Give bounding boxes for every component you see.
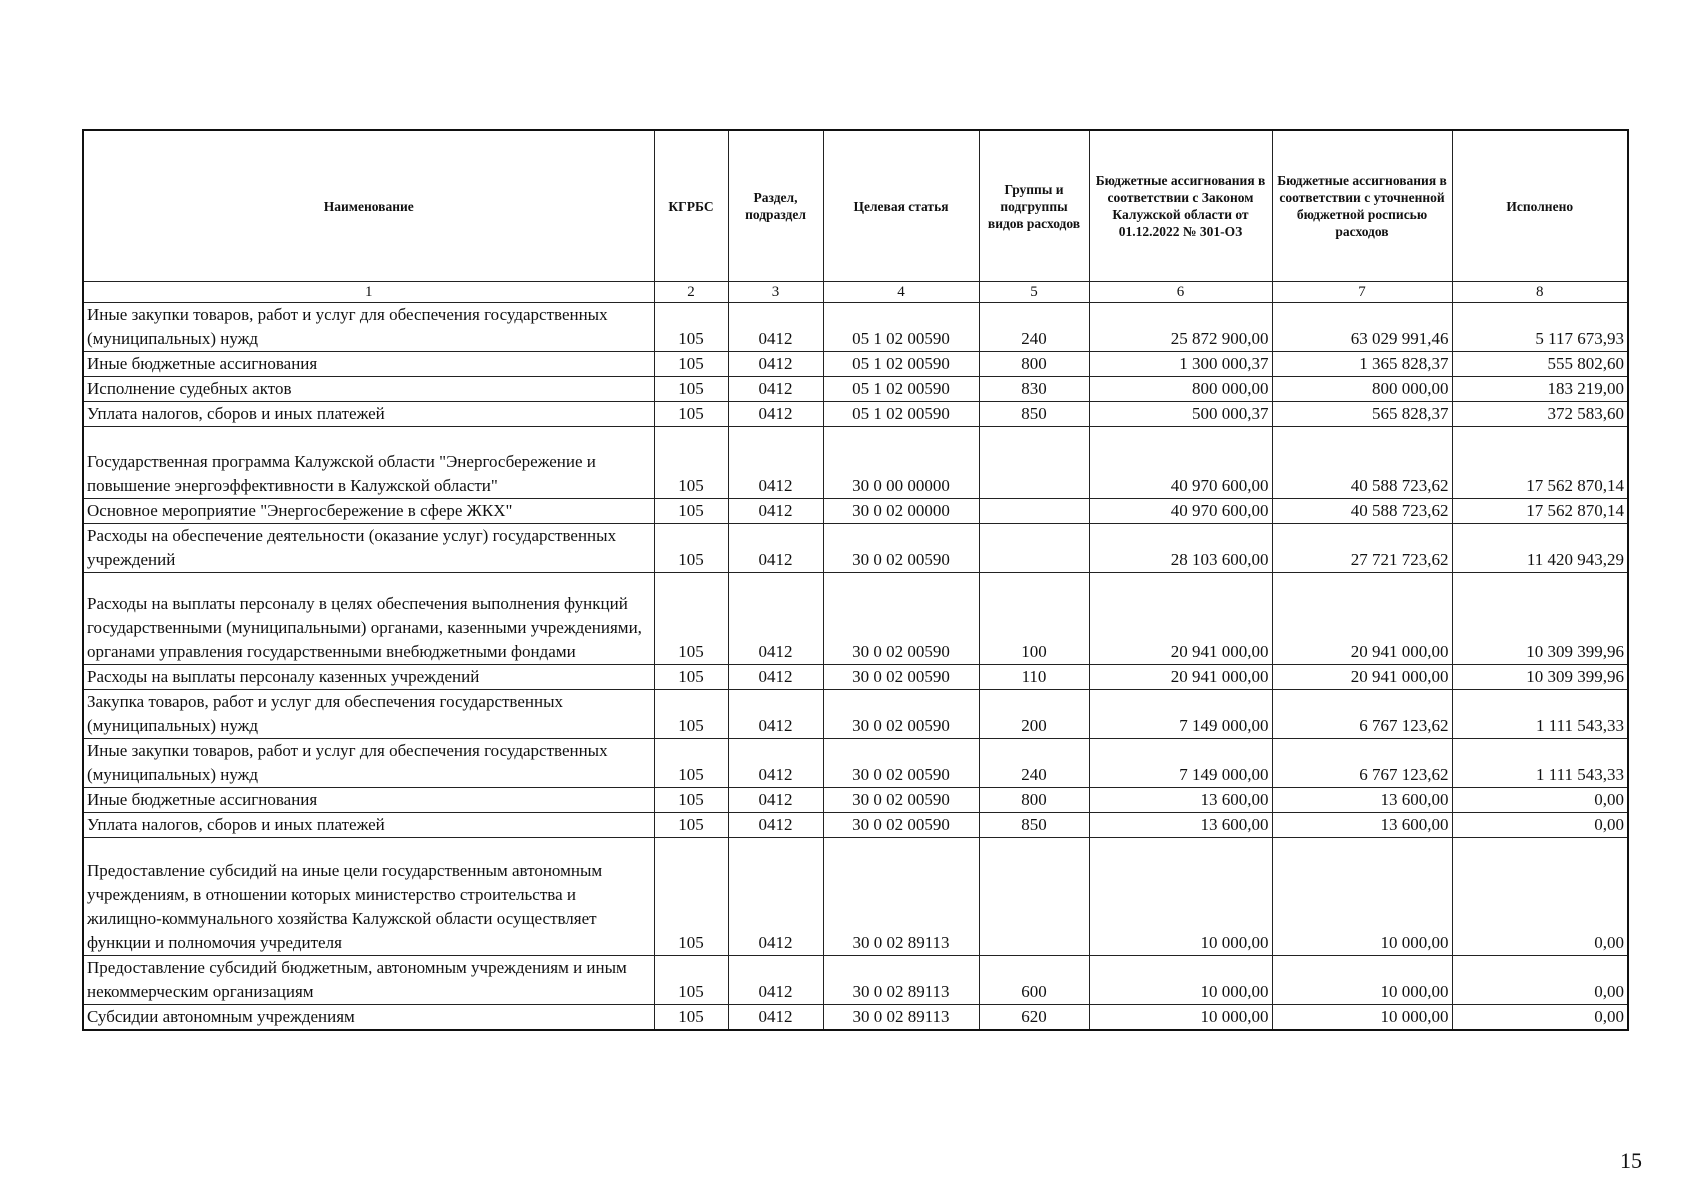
- table-row: [83, 788, 1628, 813]
- cell-target: 30 0 02 00590: [823, 813, 979, 838]
- cell-refined-amount: 10 000,00: [1272, 956, 1452, 1005]
- cell-group: [979, 524, 1089, 573]
- cell-refined-amount: 20 941 000,00: [1272, 573, 1452, 665]
- cell-kgrbs: 105: [654, 956, 728, 1005]
- cell-kgrbs: 105: [654, 1005, 728, 1031]
- cell-group: 100: [979, 573, 1089, 665]
- cell-refined-amount: 6 767 123,62: [1272, 690, 1452, 739]
- cell-group: 240: [979, 303, 1089, 352]
- cell-target: 30 0 02 89113: [823, 1005, 979, 1031]
- cell-executed-amount: 5 117 673,93: [1452, 303, 1628, 352]
- cell-target: 30 0 02 00590: [823, 524, 979, 573]
- cell-law-amount: 40 970 600,00: [1089, 499, 1272, 524]
- header-executed: Исполнено: [1452, 130, 1628, 282]
- header-target: Целевая статья: [823, 130, 979, 282]
- cell-executed-amount: 17 562 870,14: [1452, 427, 1628, 499]
- cell-section: 0412: [728, 690, 823, 739]
- cell-law-amount: 10 000,00: [1089, 1005, 1272, 1031]
- col-number: 7: [1272, 282, 1452, 303]
- cell-refined-amount: 63 029 991,46: [1272, 303, 1452, 352]
- cell-name: Исполнение судебных актов: [83, 377, 654, 402]
- cell-kgrbs: 105: [654, 788, 728, 813]
- col-number: 3: [728, 282, 823, 303]
- cell-executed-amount: 10 309 399,96: [1452, 665, 1628, 690]
- cell-name: Субсидии автономным учреждениям: [83, 1005, 654, 1031]
- table-row: [83, 499, 1628, 524]
- cell-group: [979, 838, 1089, 956]
- cell-law-amount: 800 000,00: [1089, 377, 1272, 402]
- cell-group: [979, 427, 1089, 499]
- cell-group: 800: [979, 352, 1089, 377]
- cell-refined-amount: 20 941 000,00: [1272, 665, 1452, 690]
- header-kgrbs: КГРБС: [654, 130, 728, 282]
- cell-name: Иные бюджетные ассигнования: [83, 788, 654, 813]
- cell-law-amount: 13 600,00: [1089, 788, 1272, 813]
- cell-target: 30 0 02 00590: [823, 573, 979, 665]
- cell-law-amount: 7 149 000,00: [1089, 690, 1272, 739]
- cell-executed-amount: 0,00: [1452, 956, 1628, 1005]
- cell-law-amount: 7 149 000,00: [1089, 739, 1272, 788]
- cell-name: Предоставление субсидий на иные цели государственным автономным учреждениям, в отношении которых министерство строительства и жилищно-коммунального хозяйства Калужской области осуществляет функции и полномочия учредителя: [83, 838, 654, 956]
- cell-section: 0412: [728, 956, 823, 1005]
- table-row: [83, 524, 1628, 573]
- cell-name: Государственная программа Калужской области "Энергосбережение и повышение энергоэффективности в Калужской области": [83, 427, 654, 499]
- col-number: 8: [1452, 282, 1628, 303]
- cell-section: 0412: [728, 813, 823, 838]
- cell-name: Предоставление субсидий бюджетным, автономным учреждениям и иным некоммерческим организациям: [83, 956, 654, 1005]
- cell-target: 05 1 02 00590: [823, 303, 979, 352]
- cell-kgrbs: 105: [654, 739, 728, 788]
- cell-target: 30 0 02 89113: [823, 838, 979, 956]
- cell-name: Расходы на выплаты персоналу в целях обеспечения выполнения функций государственными (муниципальными) органами, казенными учреждениями, органами управления государственными внебюджетными фондами: [83, 573, 654, 665]
- table-row: [83, 813, 1628, 838]
- cell-name: Иные бюджетные ассигнования: [83, 352, 654, 377]
- cell-group: 850: [979, 813, 1089, 838]
- cell-section: 0412: [728, 788, 823, 813]
- cell-refined-amount: 565 828,37: [1272, 402, 1452, 427]
- page-number: 15: [1620, 1148, 1642, 1173]
- cell-target: 30 0 02 00590: [823, 739, 979, 788]
- table-row: [83, 402, 1628, 427]
- cell-name: Уплата налогов, сборов и иных платежей: [83, 813, 654, 838]
- header-groups: Группы и подгруппы видов расходов: [979, 130, 1089, 282]
- cell-executed-amount: 1 111 543,33: [1452, 690, 1628, 739]
- cell-name: Основное мероприятие "Энергосбережение в сфере ЖКХ": [83, 499, 654, 524]
- cell-section: 0412: [728, 524, 823, 573]
- table-row: [83, 956, 1628, 1005]
- cell-kgrbs: 105: [654, 303, 728, 352]
- cell-refined-amount: 6 767 123,62: [1272, 739, 1452, 788]
- cell-section: 0412: [728, 665, 823, 690]
- table-row: [83, 1005, 1628, 1031]
- table-row: [83, 690, 1628, 739]
- cell-section: 0412: [728, 377, 823, 402]
- cell-group: 110: [979, 665, 1089, 690]
- table-row: [83, 665, 1628, 690]
- cell-law-amount: 20 941 000,00: [1089, 665, 1272, 690]
- cell-group: 600: [979, 956, 1089, 1005]
- cell-section: 0412: [728, 1005, 823, 1031]
- table-row: [83, 838, 1628, 956]
- cell-section: 0412: [728, 838, 823, 956]
- cell-target: 30 0 00 00000: [823, 427, 979, 499]
- cell-executed-amount: 0,00: [1452, 838, 1628, 956]
- cell-law-amount: 20 941 000,00: [1089, 573, 1272, 665]
- cell-target: 30 0 02 00590: [823, 788, 979, 813]
- cell-group: 850: [979, 402, 1089, 427]
- cell-executed-amount: 17 562 870,14: [1452, 499, 1628, 524]
- cell-law-amount: 10 000,00: [1089, 956, 1272, 1005]
- cell-section: 0412: [728, 402, 823, 427]
- table-row: [83, 739, 1628, 788]
- cell-kgrbs: 105: [654, 573, 728, 665]
- cell-section: 0412: [728, 499, 823, 524]
- cell-name: Иные закупки товаров, работ и услуг для обеспечения государственных (муниципальных) нужд: [83, 303, 654, 352]
- header-section: Раздел, подраздел: [728, 130, 823, 282]
- cell-section: 0412: [728, 427, 823, 499]
- cell-target: 30 0 02 89113: [823, 956, 979, 1005]
- cell-name: Закупка товаров, работ и услуг для обеспечения государственных (муниципальных) нужд: [83, 690, 654, 739]
- cell-kgrbs: 105: [654, 377, 728, 402]
- cell-law-amount: 28 103 600,00: [1089, 524, 1272, 573]
- cell-executed-amount: 0,00: [1452, 788, 1628, 813]
- table-row: [83, 377, 1628, 402]
- cell-refined-amount: 27 721 723,62: [1272, 524, 1452, 573]
- cell-executed-amount: 1 111 543,33: [1452, 739, 1628, 788]
- cell-law-amount: 500 000,37: [1089, 402, 1272, 427]
- cell-kgrbs: 105: [654, 813, 728, 838]
- cell-name: Расходы на выплаты персоналу казенных учреждений: [83, 665, 654, 690]
- col-number: 1: [83, 282, 654, 303]
- cell-name: Расходы на обеспечение деятельности (оказание услуг) государственных учреждений: [83, 524, 654, 573]
- table-row: [83, 427, 1628, 499]
- table-row: [83, 303, 1628, 352]
- cell-refined-amount: 1 365 828,37: [1272, 352, 1452, 377]
- col-number: 4: [823, 282, 979, 303]
- cell-executed-amount: 0,00: [1452, 1005, 1628, 1031]
- cell-group: 240: [979, 739, 1089, 788]
- cell-executed-amount: 10 309 399,96: [1452, 573, 1628, 665]
- cell-kgrbs: 105: [654, 524, 728, 573]
- cell-refined-amount: 10 000,00: [1272, 1005, 1452, 1031]
- cell-section: 0412: [728, 352, 823, 377]
- cell-group: 620: [979, 1005, 1089, 1031]
- cell-kgrbs: 105: [654, 427, 728, 499]
- cell-kgrbs: 105: [654, 352, 728, 377]
- cell-executed-amount: 0,00: [1452, 813, 1628, 838]
- cell-refined-amount: 40 588 723,62: [1272, 427, 1452, 499]
- table-row: [83, 573, 1628, 665]
- cell-law-amount: 10 000,00: [1089, 838, 1272, 956]
- cell-refined-amount: 40 588 723,62: [1272, 499, 1452, 524]
- cell-law-amount: 25 872 900,00: [1089, 303, 1272, 352]
- cell-target: 30 0 02 00590: [823, 690, 979, 739]
- cell-group: [979, 499, 1089, 524]
- cell-refined-amount: 13 600,00: [1272, 813, 1452, 838]
- table-row: [83, 352, 1628, 377]
- budget-table: [82, 129, 1629, 1031]
- cell-target: 05 1 02 00590: [823, 352, 979, 377]
- header-law: Бюджетные ассигнования в соответствии с Законом Калужской области от 01.12.2022 № 301-ОЗ: [1089, 130, 1272, 282]
- cell-law-amount: 40 970 600,00: [1089, 427, 1272, 499]
- cell-group: 800: [979, 788, 1089, 813]
- cell-section: 0412: [728, 303, 823, 352]
- cell-executed-amount: 372 583,60: [1452, 402, 1628, 427]
- cell-kgrbs: 105: [654, 499, 728, 524]
- cell-kgrbs: 105: [654, 402, 728, 427]
- cell-target: 05 1 02 00590: [823, 377, 979, 402]
- cell-executed-amount: 555 802,60: [1452, 352, 1628, 377]
- cell-kgrbs: 105: [654, 838, 728, 956]
- header-name: Наименование: [83, 130, 654, 282]
- cell-name: Уплата налогов, сборов и иных платежей: [83, 402, 654, 427]
- column-numbers-row: [83, 282, 1628, 303]
- cell-executed-amount: 11 420 943,29: [1452, 524, 1628, 573]
- cell-section: 0412: [728, 573, 823, 665]
- cell-refined-amount: 13 600,00: [1272, 788, 1452, 813]
- cell-law-amount: 13 600,00: [1089, 813, 1272, 838]
- cell-refined-amount: 10 000,00: [1272, 838, 1452, 956]
- header-refined: Бюджетные ассигнования в соответствии с уточненной бюджетной росписью расходов: [1272, 130, 1452, 282]
- cell-kgrbs: 105: [654, 690, 728, 739]
- cell-refined-amount: 800 000,00: [1272, 377, 1452, 402]
- cell-target: 05 1 02 00590: [823, 402, 979, 427]
- col-number: 2: [654, 282, 728, 303]
- cell-section: 0412: [728, 739, 823, 788]
- cell-name: Иные закупки товаров, работ и услуг для обеспечения государственных (муниципальных) нужд: [83, 739, 654, 788]
- cell-target: 30 0 02 00590: [823, 665, 979, 690]
- cell-executed-amount: 183 219,00: [1452, 377, 1628, 402]
- cell-group: 830: [979, 377, 1089, 402]
- col-number: 6: [1089, 282, 1272, 303]
- table-header: [83, 130, 1628, 303]
- table-body: [83, 303, 1628, 1031]
- cell-group: 200: [979, 690, 1089, 739]
- cell-law-amount: 1 300 000,37: [1089, 352, 1272, 377]
- cell-target: 30 0 02 00000: [823, 499, 979, 524]
- col-number: 5: [979, 282, 1089, 303]
- cell-kgrbs: 105: [654, 665, 728, 690]
